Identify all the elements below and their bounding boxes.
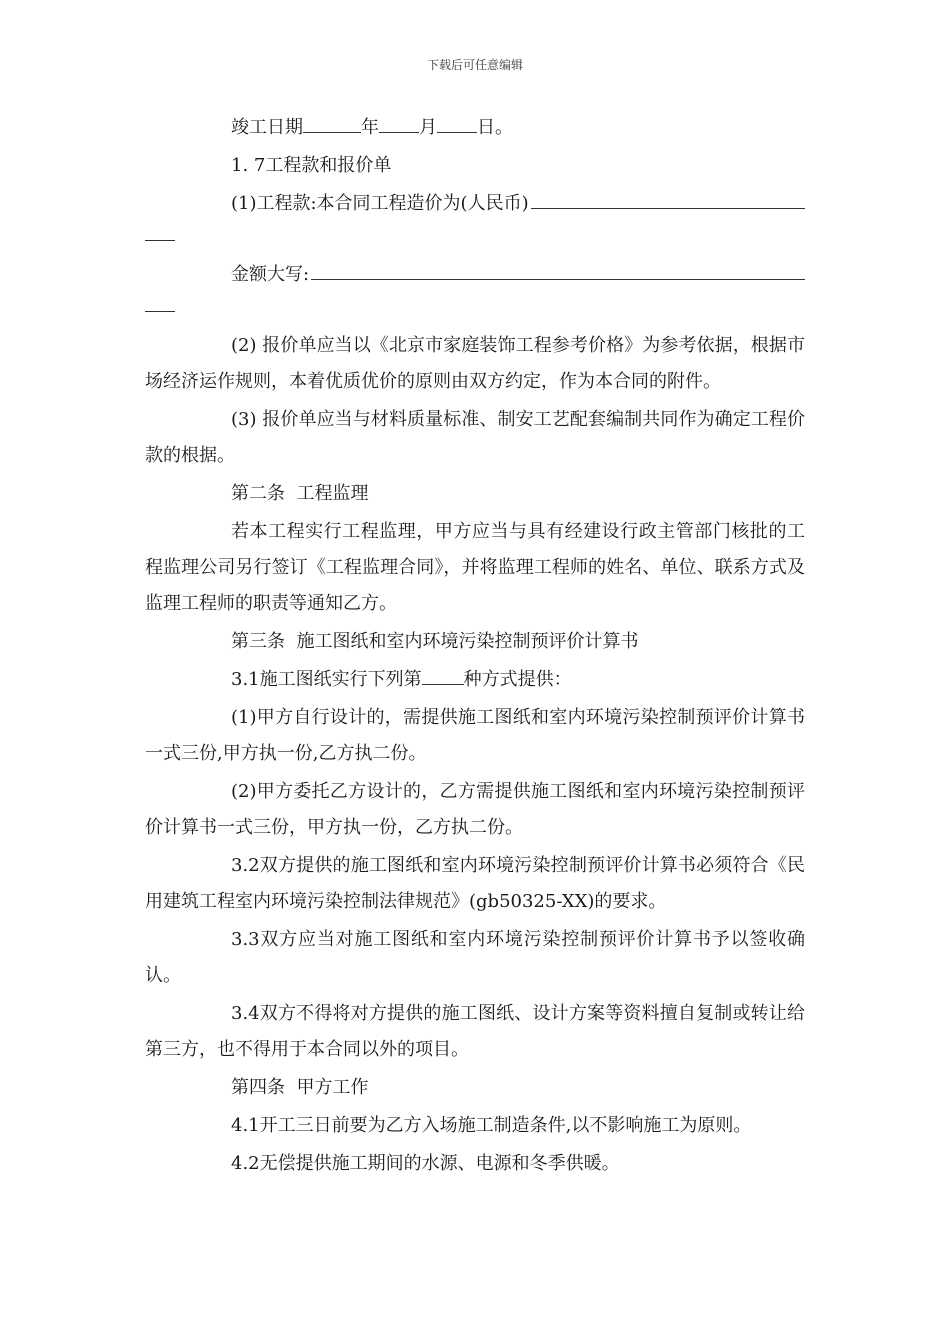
month-label: 月 bbox=[419, 117, 437, 138]
section-3-4: 3.4双方不得将对方提供的施工图纸、设计方案等资料擅自复制或转让给第三方，也不得用于本合同以外的项目。 bbox=[145, 1003, 805, 1060]
quote-clause-2: (2) 报价单应当以《北京市家庭装饰工程参考价格》为参考依据，根据市场经济运作规则，本着优质优价的原则由双方约定，作为本合同的附件。 bbox=[145, 335, 805, 392]
amount-line-row bbox=[145, 257, 805, 293]
document-body bbox=[145, 110, 805, 1184]
day-label: 日。 bbox=[477, 117, 513, 138]
section-3-1-option-b: (2)甲方委托乙方设计的，乙方需提供施工图纸和室内环境污染控制预评价计算书一式三份，甲方执一份，乙方执二份。 bbox=[145, 781, 805, 838]
section-3-1-prefix: 3.1施工图纸实行下列第 bbox=[231, 669, 422, 690]
section-3-1-option-a: (1)甲方自行设计的，需提供施工图纸和室内环境污染控制预评价计算书一式三份,甲方执一份,乙方执二份。 bbox=[145, 707, 805, 764]
section-3-1-line bbox=[145, 662, 805, 698]
price-line-row bbox=[145, 186, 805, 222]
section-3-3: 3.3双方应当对施工图纸和室内环境污染控制预评价计算书予以签收确认。 bbox=[145, 929, 805, 986]
section-3-2: 3.2双方提供的施工图纸和室内环境污染控制预评价计算书必须符合《民用建筑工程室内环境污染控制法律规范》(gb50325-XX)的要求。 bbox=[145, 855, 805, 912]
price-blank-tail bbox=[145, 222, 175, 241]
article-2-body: 若本工程实行工程监理，甲方应当与具有经建设行政主管部门核批的工程监理公司另行签订《工程监理合同》，并将监理工程师的姓名、单位、联系方式及监理工程师的职责等通知乙方。 bbox=[145, 521, 805, 614]
method-blank[interactable] bbox=[422, 666, 464, 685]
amount-blank[interactable] bbox=[311, 257, 805, 280]
section-4-2: 4.2无偿提供施工期间的水源、电源和冬季供暖。 bbox=[231, 1153, 620, 1174]
amount-line-label: 金额大写: bbox=[231, 264, 310, 285]
page-header-note: 下载后可任意编辑 bbox=[426, 58, 523, 72]
quote-clause-3: (3) 报价单应当与材料质量标准、制安工艺配套编制共同作为确定工程价款的根据。 bbox=[145, 409, 805, 466]
article-2-title: 第二条 工程监理 bbox=[231, 483, 369, 504]
amount-blank-tail bbox=[145, 293, 175, 312]
year-blank[interactable] bbox=[303, 114, 361, 133]
day-blank[interactable] bbox=[437, 114, 477, 133]
section-1-7-title: 1. 7工程款和报价单 bbox=[231, 155, 392, 176]
completion-date-line bbox=[145, 110, 805, 146]
article-4-title: 第四条 甲方工作 bbox=[231, 1077, 369, 1098]
price-line-label: (1)工程款:本合同工程造价为(人民币) bbox=[231, 193, 529, 214]
month-blank[interactable] bbox=[379, 114, 419, 133]
price-blank[interactable] bbox=[531, 186, 805, 209]
article-3-title: 第三条 施工图纸和室内环境污染控制预评价计算书 bbox=[231, 631, 639, 652]
completion-date-label: 竣工日期 bbox=[231, 117, 303, 138]
section-4-1: 4.1开工三日前要为乙方入场施工制造条件,以不影响施工为原则。 bbox=[231, 1115, 752, 1136]
year-label: 年 bbox=[361, 117, 379, 138]
section-3-1-suffix: 种方式提供： bbox=[463, 669, 572, 690]
